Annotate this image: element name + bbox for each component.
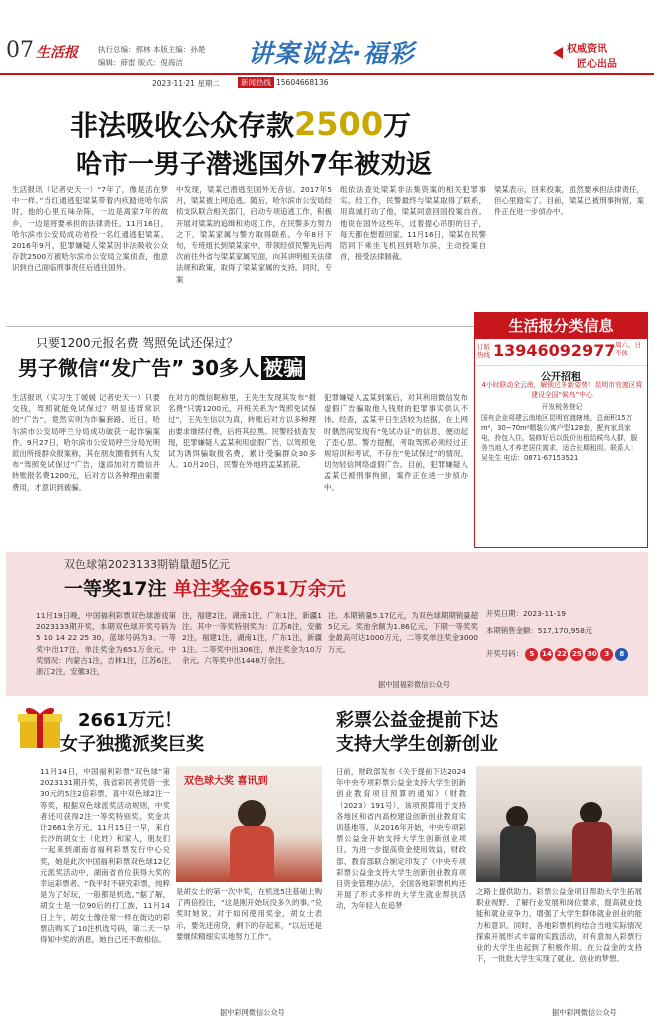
headline-highlight: 单注奖金651万余元 [173, 578, 346, 600]
headline-line-2: 女子独揽派奖巨奖 [60, 734, 204, 755]
notice-title: 公开招租 [475, 365, 647, 383]
arrow-icon [553, 47, 563, 59]
red-ball: 3 [600, 648, 613, 661]
article-column-3: 犯罪嫌疑人孟某到案后，对其利用微信发布虚假广告骗取他人钱财的犯罪事实供认不讳。经查，孟某平日生活较为拮据，在上网时偶然间发现有“免试办证”的信息，便动起了歪心思。警方提醒，考取驾照必须经过正规培训和考试，不存在“免试保过”的情况，切勿轻信网络虚假广告。目前，犯罪嫌疑人孟某已被刑事拘留，案件正在进一步侦办中。 [324, 393, 468, 492]
tagline-1: 权威资讯 [567, 44, 607, 55]
sales-amount [486, 625, 646, 636]
headline-line-1: 2661万元！ [78, 710, 183, 731]
gift-box-svg [16, 704, 64, 750]
headline-text: 男子微信“发广告” 30多人 [18, 356, 260, 380]
hotline-number: 15604668136 [276, 78, 329, 87]
kicker: 只要1200元报名费 驾照免试还保过？ [36, 336, 239, 350]
red-ball: 5 [525, 648, 538, 661]
hotline-badge: 新闻热线 [238, 77, 274, 88]
notice-head: 4小时联动全云南，解锁过冬新姿势！昆明市官渡区将建设全国“候鸟”中心 [481, 381, 643, 399]
article-column-3: 组依法查处梁某非法集资案的相关犯罪事实。经工作，民警最终与梁某取得了联系，用真诚打动了他，梁某同意回国投案自首。他说在国外这些年，过着提心吊胆的日子，每天都在想着回家。11月16日，梁某在民警陪同下乘坐飞机回到哈尔滨，主动投案自首，接受法律制裁。 [340, 185, 486, 262]
page-number: 07 [6, 38, 34, 63]
headline-line-2: 支持大学生创新创业 [336, 734, 498, 755]
article-column-4: 梁某表示，回来投案，虽然要承担法律责任，但心里踏实了。目前，梁某已被刑事拘留，案件正在进一步侦办中。 [494, 185, 644, 217]
header-rule [0, 73, 654, 75]
news-photo [476, 766, 642, 882]
red-ball: 14 [540, 648, 553, 661]
banner: 双色球大奖 喜讯到 [184, 776, 268, 787]
classified-panel [474, 312, 648, 548]
person-figure [572, 822, 612, 882]
story-driving-scam [6, 330, 472, 548]
tagline-2: 匠心出品 [577, 59, 617, 70]
sales-label: 本期销售金额： [486, 626, 538, 635]
page-header [0, 0, 654, 88]
notice-subhead: 开发税务登记 [541, 403, 583, 411]
date-line: 2023·11·21 星期二 [152, 79, 220, 88]
article-column-1: 生活报讯（实习生丁媛媛 记者史天一）只要交钱，驾照就能免试保过？明显违背常识的“广告”，竟然实则为诈骗套路。近日，哈尔滨市公安局呼兰分局成功破获一起诈骗案件。9月27日，哈尔滨市公安局呼兰分局光明派出所接群众报案称，其在朋友圈看到有人发布“驾照免试保过”广告，遂添加对方微信并转账报名费1200元，后对方以各种理由索要费用，才意识到被骗。 [12, 393, 160, 492]
red-ball: 25 [570, 648, 583, 661]
headline-part: 非法吸收公众存款 [70, 109, 295, 142]
phone-note: 周六、日不休 [615, 341, 641, 357]
person-figure [500, 826, 536, 882]
article-column-2: 在对方的微信昵称里，王先生发现其发布“报名费”只需1200元，开班关系为“驾照免试保过”，王先生信以为真，转账后对方以多种理由要求继续付费，后将其拉黑。民警经侦查发现，犯罪嫌疑人孟某利用虚假广告，以驾照免试为诱饵骗取报名费，累计受骗群众30多人。10月20日，民警在外地将孟某抓获。 [168, 393, 316, 470]
draw-info-box [486, 608, 646, 692]
article-column-1: 11月19日晚，中国福利彩票双色球游戏第2023133期开奖，本期双色球开奖号码为5 10 14 22 25 30，蓝球号码为3。一等奖中出17注，单注奖金为651万余元。中奖情况：内蒙古1注，吉林1注，江苏6注，浙江2注，安徽3注， [36, 611, 176, 677]
notice-body: 国有企业将建云南地区昆明官渡辖地，总面积15万m²，30~70m²精装公寓户型128套，配有家具家电，拎包入住。装修好后以低价出租给候鸟人群，服务当地人才养老居住需求，适合长期租用。联系人：吴先生 电话：0871-67153521 [481, 414, 638, 462]
article-column-1: 生活报讯（记者史天一）“7年了，像是活在梦中一样。”当红通逃犯梁某带着内疚踏进哈尔滨时，他的心里五味杂陈，一边是离家7年的故乡，一边是将要承担的法律责任。11月16日，哈尔滨市公安局成功劝投一名红通逃犯梁某。2016年9月，犯罪嫌疑人梁某因非法吸收公众存款2500万被哈尔滨市公安局立案侦查，他意识到自己面临刑事责任后逃往国外。 [12, 185, 168, 273]
kicker: 双色球第2023133期销量超5亿元 [64, 558, 230, 571]
story-jackpot-winner [6, 700, 324, 1020]
source-credit: 据中彩网微信公众号 [220, 1008, 285, 1017]
article-column-2: 之路上提供助力。彩票公益金项目帮助大学生拓展职业视野、了解行业发展和岗位要求，提高就业技能和就业竞争力，增强了大学生群体就业创业的能力和意识。同时，各地彩票机构结合当地实际情况探索开展形式丰富的实践活动，对有意加入彩票行业的大学生也起到了积极作用。在公益金的支持下，一批批大学生实现了就业、创业的梦想。 [476, 887, 642, 964]
headline-part: 万 [383, 109, 412, 142]
headline-line-1 [70, 104, 411, 144]
editor-credit: 编辑：薛雷 版式：倪海洁 [98, 58, 183, 67]
headline [64, 574, 346, 601]
article-column-2: 注，福建2注，湖南1注，广东1注，新疆1注。其中一等奖特别奖为：江苏6注，安徽2注，福建1注，湖南1注，广东1注，新疆1注。二等奖中出306注，单注奖金为10万余元。六等奖中出1448万余注。 [182, 611, 322, 665]
news-photo [176, 766, 322, 882]
classified-phone[interactable]: 13946092977 [493, 341, 616, 360]
draw-date-label: 开奖日期： [486, 609, 523, 618]
headline [18, 352, 305, 381]
person-figure [580, 802, 602, 824]
blue-ball: 8 [615, 648, 628, 661]
source-credit: 据中国福彩微信公众号 [378, 680, 450, 689]
article-column-3: 注。本期销量5.17亿元，为双色球期期销量超5亿元。奖池余额为1.86亿元，下期一等奖奖金最高可达1000万元，二等奖单注奖金3000万元。 [328, 611, 478, 654]
headline-line-1: 彩票公益金提前下达 [336, 710, 498, 731]
person-figure [506, 806, 528, 828]
paper-name: 生活报 [36, 45, 78, 61]
source-credit: 据中彩网微信公众号 [552, 1008, 617, 1017]
lottery-sales-story [6, 552, 648, 696]
headline-line-2: 哈市一男子潜逃国外7年被劝返 [76, 150, 433, 180]
red-ball: 22 [555, 648, 568, 661]
person-figure [238, 800, 266, 828]
headline-amount: 2500 [294, 105, 384, 143]
article-column-2: 中发现，梁某已潜逃至国外无音信。2017年5月，梁某被上网追逃。随后，哈尔滨市公安局经侦支队联合相关部门，启动专项追逃工作，积极开展对梁某的追缉和劝返工作，在民警多方努力之下，梁某家属与警方取得联系。今年8月下旬，专班组长到梁某家中，带领经侦民警先后两次前往外省与梁某家属见面，向其讲明相关法律法规和政策，取得了梁某家属的支持。同时，专案 [176, 185, 332, 284]
winning-numbers [486, 648, 646, 661]
sales-value: 517,170,958元 [537, 626, 593, 635]
draw-date-value: 2023-11-19 [522, 609, 566, 618]
exec-editor-credit: 执行总编：那林 本版主编：孙楚 [98, 45, 206, 54]
article-column-1: 日前，财政部发布《关于提前下达2024年中央专项彩票公益金支持大学生创新创业教育项目预算的通知》（财教（2023）191号），该项预算用于支持各地区和省内高校建设创新创业教育实训基地等。从2016年开始，中央专项彩票公益金开始支持大学生创新创业项目。为进一步提高资金使用效益，财政部、教育部联合制定印发了《中央专项彩票公益金支持大学生创新创业教育项目资金管理办法》，全国各地彩票机构还开展了形式多样的大学生就业帮扶活动，为年轻人在追梦 [336, 767, 466, 911]
headline-highlight: 被骗 [263, 356, 304, 380]
phone-label: 订版热线 [477, 343, 490, 359]
section-title: 讲案说法·福彩 [248, 39, 415, 68]
numbers-label: 开奖号码： [486, 649, 523, 658]
draw-date [486, 608, 646, 619]
headline-part: 一等奖17注 [64, 578, 174, 600]
classified-title: 生活报分类信息 [475, 313, 647, 339]
person-figure [230, 826, 274, 882]
red-ball: 30 [585, 648, 598, 661]
story-student-fund [330, 700, 648, 1020]
gift-box-icon [16, 704, 64, 750]
article-column-1: 11月14日，中国福利彩票“双色球”第2023131期开奖，我省彩民者凭借一张30元的5注2倍彩票，喜中双色球2注一等奖，根据双色球派奖活动规则，中奖者还可获得2注一等奖特别奖，奖金共计2661余万元。11月15日一早，来自长沙的胡女士（化姓）和家人，朋友们一起来到湖南省福利彩票发行中心兑奖，她是此次中国福利彩票双色球12亿元派奖活动中，湖南省首位获得大奖的幸运彩票者。“我平时不研究彩票，纯粹是为了好玩，一般都是机选。”据了解，胡女士是一位90后的打工族，11月14日上午，胡女士像往常一样在街边的彩票店购买了10注机选号码，第二天一早得知中奖的消息，她自己还不敢相信。 [40, 767, 170, 945]
story-fraud-return [6, 92, 648, 324]
article-column-2: 是胡女士的第一次中奖，在机选5注基础上购了两倍投注，“这是刚开始玩没多久的事。”兑奖时她说。对于如何使用奖金，胡女士表示，要先还房贷，剩下的存起来，“以后还是要继续精细实实地努力工作”。 [176, 887, 322, 941]
